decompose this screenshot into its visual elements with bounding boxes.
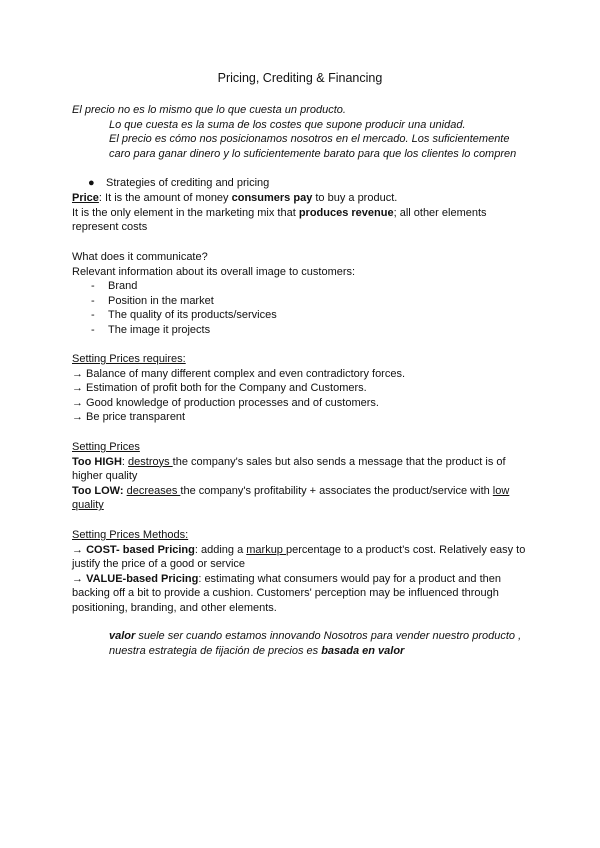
price-bold: consumers pay — [231, 192, 313, 204]
value-based-text: : estimating what consumers would pay for a product and then backing off a bit to provide a cushion. Customers' perception may be influenced through positioning, branding, and other elements. — [72, 572, 501, 614]
intro-line: El precio es cómo nos posicionamos nosotros en el mercado. Los suficientemente — [109, 133, 510, 146]
too-low-label: Too LOW: — [72, 484, 124, 497]
list-item — [72, 323, 532, 338]
dash-marker: - — [91, 309, 95, 322]
too-high-verb: destroys — [128, 455, 173, 468]
intro-line: El precio no es lo mismo que lo que cuesta un producto. — [72, 104, 346, 116]
too-high-text: the company's sales but also sends a message that the product is of higher quality — [72, 455, 506, 483]
note-bold: valor — [109, 630, 136, 642]
requires-item: → Estimation of profit both for the Company and Customers. — [72, 382, 367, 395]
too-high-label: Too HIGH — [72, 455, 122, 468]
too-low-text: the company's profitability + associates the product/service with — [180, 484, 493, 497]
spanish-note — [109, 629, 549, 658]
intro-line: Lo que cuesta es la suma de los costes que supone producir una unidad. — [109, 118, 466, 131]
bullet-text: Strategies of crediting and pricing — [106, 177, 270, 189]
note-line — [109, 644, 549, 659]
price-colon: : — [98, 192, 102, 204]
setting-prices-section — [72, 440, 532, 513]
price-definition — [72, 191, 532, 235]
list-item — [72, 308, 532, 323]
intro-spanish-block — [72, 103, 532, 161]
methods-heading: Setting Prices Methods: — [72, 529, 189, 541]
requires-item: → Good knowledge of production processes and of customers. — [72, 396, 379, 409]
note-line — [109, 629, 549, 644]
arrow-icon: → — [72, 543, 87, 556]
strategies-bullet — [88, 176, 269, 191]
cost-based-label: COST- based Pricing — [86, 543, 195, 556]
price-bold: produces revenue — [298, 206, 394, 219]
price-text: to buy a product. — [312, 192, 398, 204]
note-text: suele ser cuando estamos innovando Nosotros para vender nuestro producto , — [135, 630, 522, 642]
arrow-icon: → — [72, 572, 87, 585]
setting-heading: Setting Prices — [72, 441, 140, 453]
requires-section — [72, 352, 532, 425]
price-term: Price — [72, 192, 99, 204]
value-based-line — [72, 572, 532, 616]
dash-marker: - — [91, 280, 95, 293]
too-low-line — [72, 484, 532, 513]
price-text: ; all other elements represent costs — [72, 206, 487, 234]
too-low-verb: decreases — [126, 484, 181, 497]
markup-term: markup — [246, 543, 286, 556]
bullet-icon: ● — [88, 177, 95, 189]
methods-section — [72, 528, 532, 616]
price-text: It is the only element in the marketing mix that — [72, 206, 299, 219]
list-item — [72, 294, 532, 309]
price-line — [72, 191, 532, 206]
intro-line: caro para ganar dinero y lo suficientemente barato para que los clientes lo compren — [109, 147, 517, 160]
cost-based-text: percentage to a product's cost. Relatively easy to justify the price of a good or service — [72, 543, 526, 571]
list-item-text: The quality of its products/services — [108, 309, 277, 322]
requires-item: → Be price transparent — [72, 411, 186, 424]
list-item-text: The image it projects — [108, 323, 211, 336]
dash-marker: - — [91, 323, 95, 336]
communicate-lead: Relevant information about its overall image to customers: — [72, 265, 356, 278]
too-high-line — [72, 455, 532, 484]
dash-marker: - — [91, 294, 95, 307]
requires-heading: Setting Prices requires: — [72, 353, 186, 365]
cost-based-line — [72, 543, 532, 572]
list-item — [72, 279, 532, 294]
cost-based-text: : adding a — [194, 543, 247, 556]
requires-item: → Balance of many different complex and even contradictory forces. — [72, 367, 406, 380]
page-title: Pricing, Crediting & Financing — [217, 71, 383, 85]
too-low-quality: low quality — [72, 484, 510, 512]
price-line — [72, 206, 532, 235]
list-item-text: Brand — [108, 280, 138, 293]
communicate-list — [72, 279, 532, 337]
price-text: It is the amount of money — [101, 192, 232, 204]
value-based-label: VALUE-based Pricing — [86, 572, 199, 585]
note-bold: basada en valor — [321, 644, 405, 657]
communicate-question: What does it communicate? — [72, 251, 208, 263]
too-high-colon: : — [121, 455, 129, 468]
note-text: nuestra estrategia de fijación de precios es — [109, 644, 322, 657]
list-item-text: Position in the market — [108, 294, 214, 307]
communicate-section — [72, 250, 532, 338]
